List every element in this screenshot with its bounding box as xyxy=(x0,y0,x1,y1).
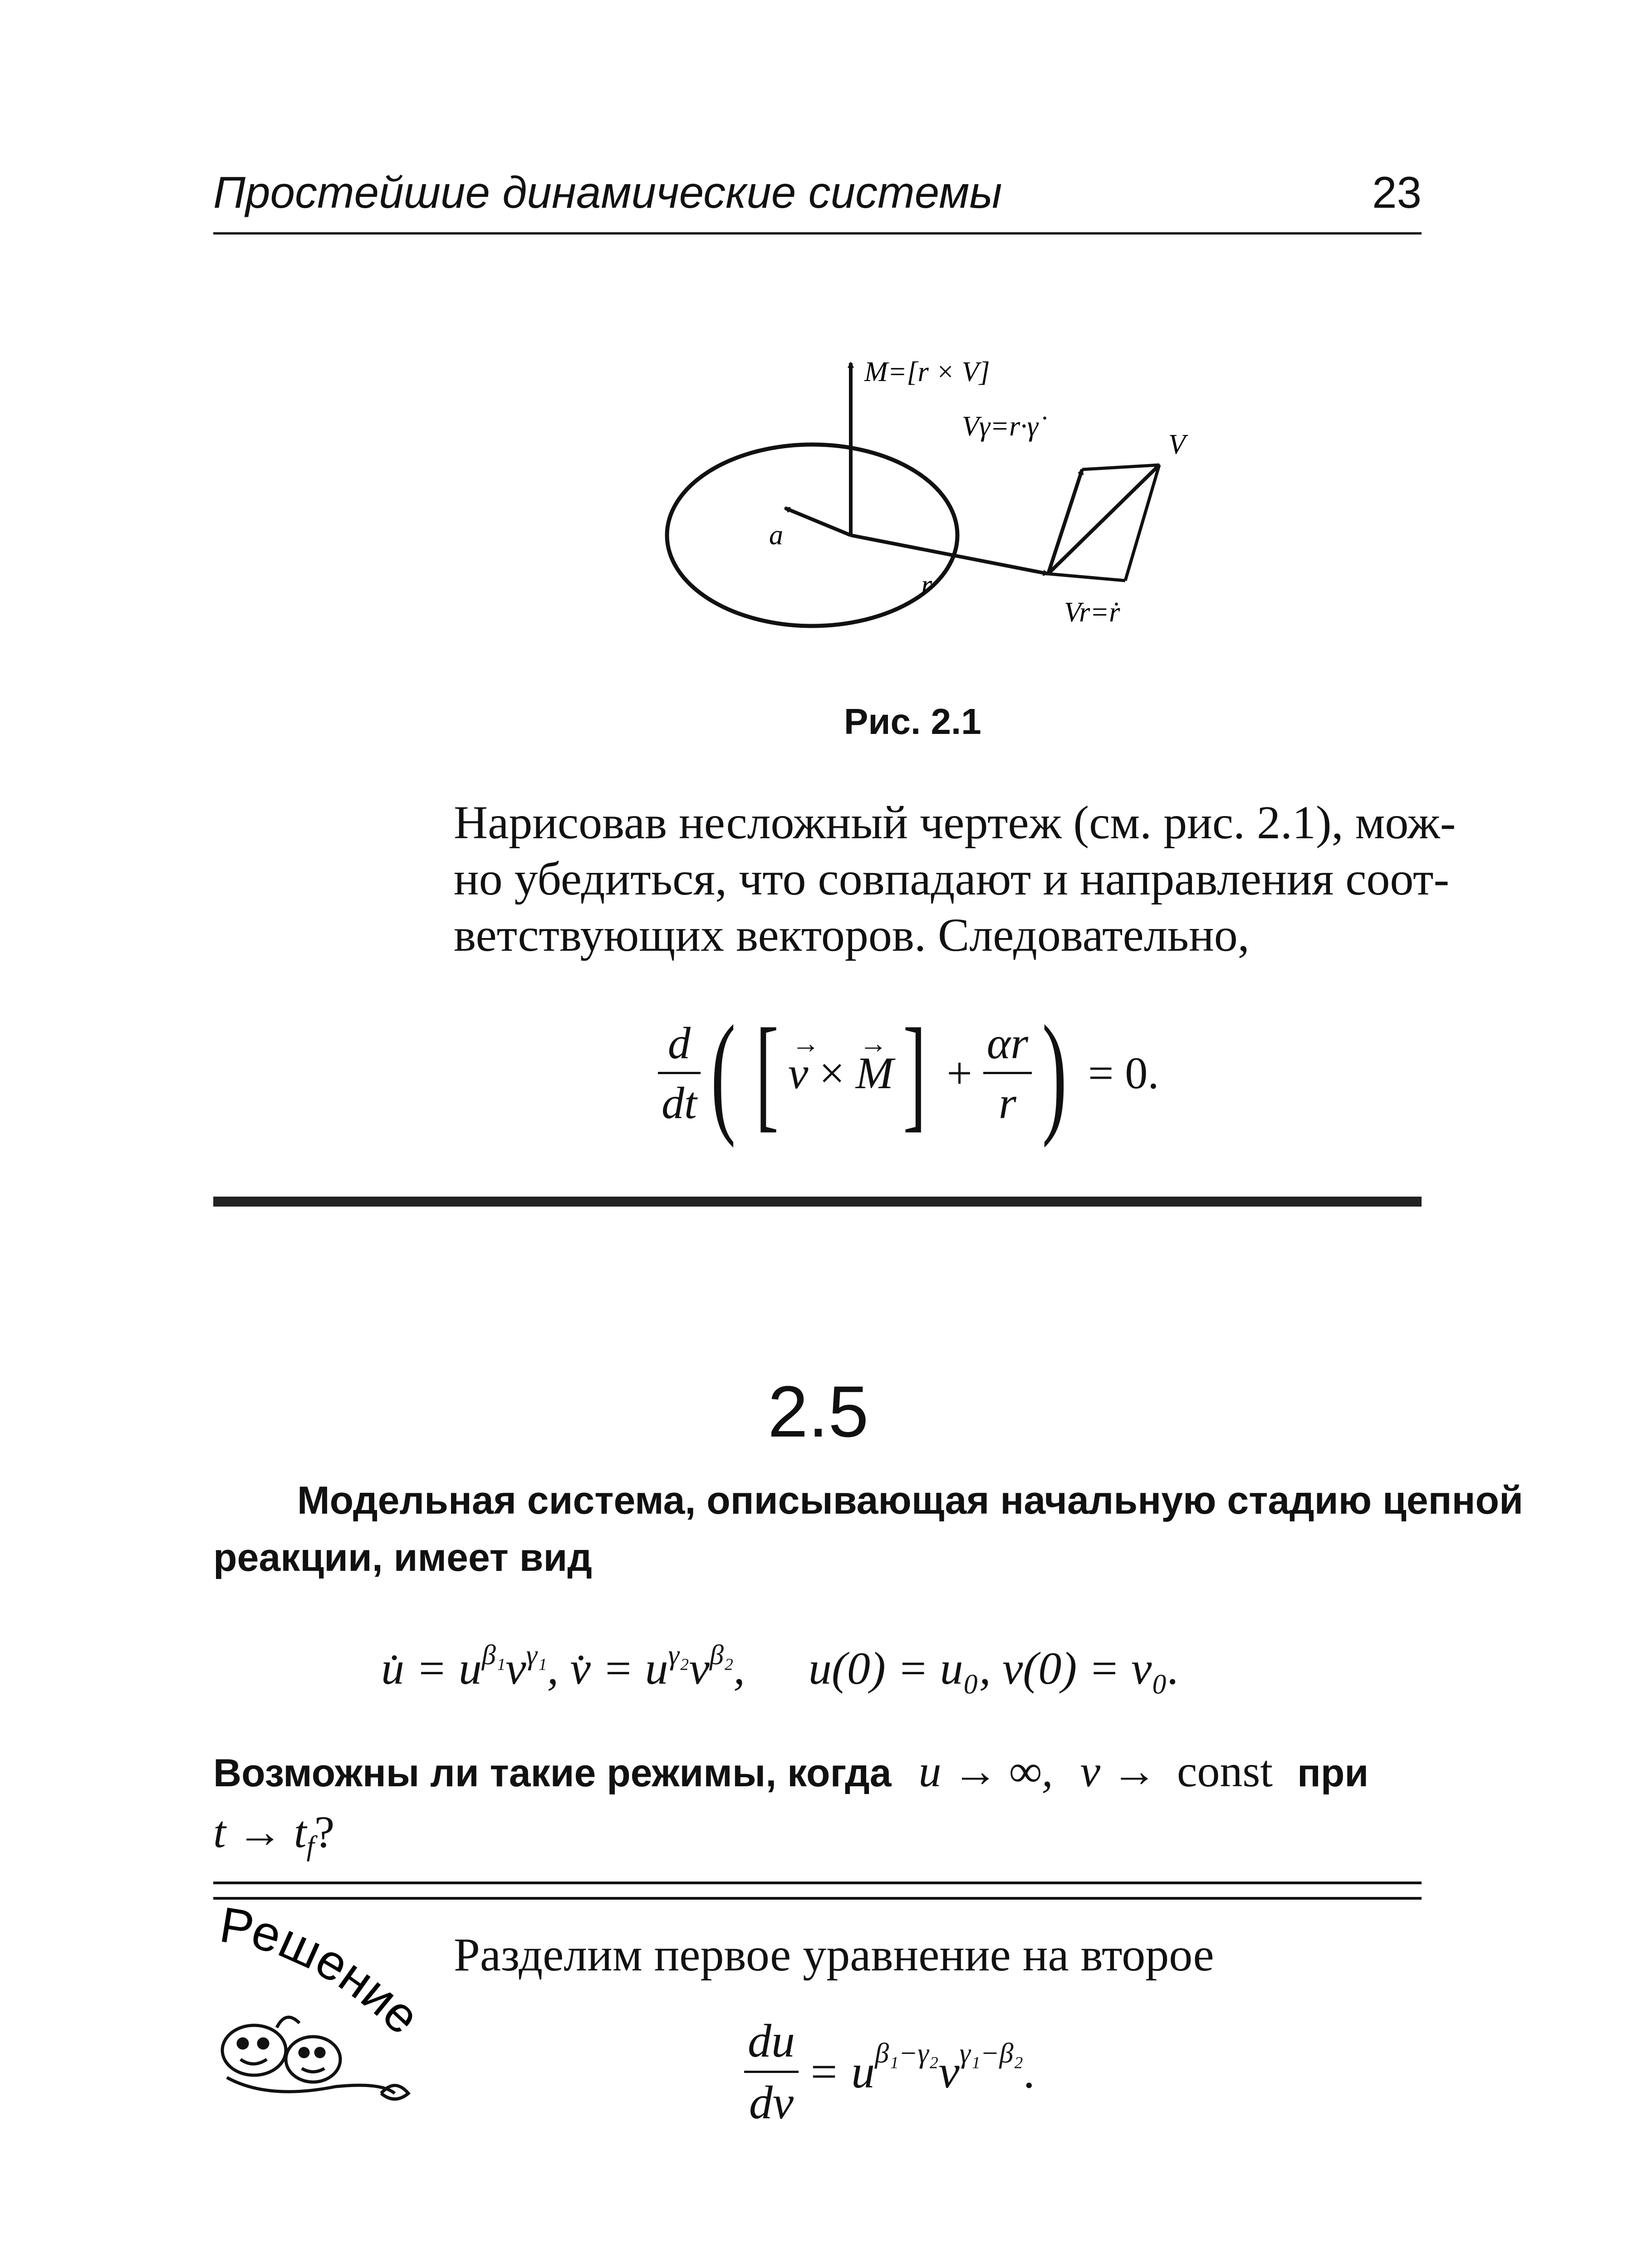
question-u-inf: u → ∞, xyxy=(918,1746,1053,1796)
question-v-arrow: v → xyxy=(1080,1746,1157,1796)
eq1-r: r xyxy=(998,1077,1016,1128)
vector-a xyxy=(785,508,851,535)
eq1-right-bracket: ] xyxy=(903,1002,927,1143)
label-moment: M=[r × V] xyxy=(864,357,990,387)
question-line-1 xyxy=(213,1742,1422,1803)
question-const: const xyxy=(1177,1746,1273,1796)
eq1-plus: + xyxy=(946,1047,972,1098)
eq2-beta2: β₂ xyxy=(709,1640,734,1671)
eq2-u-dot: u̇ = u xyxy=(381,1643,482,1694)
parallelogram-top xyxy=(1082,465,1159,469)
figure-caption: Рис. 2.1 xyxy=(844,701,981,742)
question-t-tf: t → t xyxy=(213,1807,307,1857)
eq3-exp2: γ₁−β₂ xyxy=(959,2038,1023,2069)
solution-rule-bottom xyxy=(213,1897,1422,1900)
figure-2-1 xyxy=(649,345,1234,717)
paragraph-line-2: но убедиться, что совпадают и направления соот- xyxy=(454,853,1450,905)
question-line-2 xyxy=(213,1803,1422,1876)
paragraph-line-1: Нарисовав несложный чертеж (см. рис. 2.1), мож- xyxy=(454,797,1456,849)
eq3-du: du xyxy=(744,2014,799,2073)
section-number: 2.5 xyxy=(768,1371,869,1452)
question-f: f xyxy=(306,1831,314,1862)
question xyxy=(213,1742,1422,1876)
eq1-M: → M xyxy=(856,1047,893,1099)
equation-divided xyxy=(744,2014,1035,2130)
eq2-beta1: β₁ xyxy=(481,1640,506,1671)
equation-conservation xyxy=(658,997,1159,1148)
orbit-ellipse xyxy=(667,445,957,626)
eq1-derivative xyxy=(658,1017,701,1129)
eq2-v1: v xyxy=(505,1643,526,1694)
eq2-gamma2: γ₂ xyxy=(668,1640,689,1671)
eq3-dv: dv xyxy=(749,2077,794,2129)
solution-logo-art xyxy=(200,1897,436,2105)
solution-logo xyxy=(200,1897,436,2105)
section-divider xyxy=(213,1197,1422,1207)
question-text: Возможны ли такие режимы, когда xyxy=(213,1751,892,1795)
eq3-dot: . xyxy=(1023,2046,1035,2098)
problem-statement xyxy=(213,1472,1523,1586)
eq2-sep: , v̇ = u xyxy=(547,1643,668,1694)
label-r: r xyxy=(921,570,932,601)
label-v-gamma: Vγ=r·γ̇ xyxy=(962,411,1039,442)
eq1-left-bracket: [ xyxy=(755,1002,779,1143)
solution-rule-top xyxy=(213,1882,1422,1884)
eq3-v: v xyxy=(938,2046,960,2098)
figure-diagram xyxy=(649,345,1234,717)
eq3-fraction xyxy=(744,2014,799,2130)
eq3-rhs: = u xyxy=(808,2046,875,2098)
question-qmark: ? xyxy=(314,1807,335,1857)
solution-intro: Разделим первое уравнение на второе xyxy=(454,1929,1214,1981)
running-header-title: Простейшие динамические системы xyxy=(213,167,1002,217)
label-a: a xyxy=(769,520,783,551)
problem-line-1: Модельная система, описывающая начальную стадию цепной xyxy=(297,1479,1523,1522)
eq1-right-paren: ) xyxy=(1042,997,1067,1148)
page-number: 23 xyxy=(1372,167,1422,217)
eq1-times: × xyxy=(819,1047,845,1098)
eq1-dt: dt xyxy=(662,1077,697,1128)
body-paragraph xyxy=(454,795,1456,963)
solution-logo-text: Решение xyxy=(216,1897,431,2045)
eq2-initial-conditions: u(0) = u₀, v(0) = v₀. xyxy=(808,1643,1180,1694)
eq1-rhs: = 0. xyxy=(1088,1047,1159,1098)
eq1-v: → v xyxy=(788,1047,808,1099)
eq2-gamma1: γ₁ xyxy=(526,1640,547,1671)
vector-v-r xyxy=(1048,574,1125,581)
eq1-left-paren: ( xyxy=(711,997,736,1148)
label-v-r: Vr=ṙ xyxy=(1064,597,1120,628)
paragraph-line-3: ветствующих векторов. Следовательно, xyxy=(454,909,1250,961)
header-rule xyxy=(213,232,1422,235)
eq2-v2: v xyxy=(689,1643,710,1694)
eq2-comma: , xyxy=(733,1643,745,1694)
eq1-d: d xyxy=(658,1017,701,1074)
eq3-exp1: β₁−γ₂ xyxy=(875,2038,939,2069)
equation-system xyxy=(381,1642,1179,1695)
problem-line-2: реакции, имеет вид xyxy=(213,1536,592,1579)
question-pri: при xyxy=(1297,1751,1369,1795)
eq1-fraction xyxy=(983,1017,1032,1129)
eq1-alpha-r: αr xyxy=(983,1017,1032,1074)
label-v: V xyxy=(1168,429,1186,460)
